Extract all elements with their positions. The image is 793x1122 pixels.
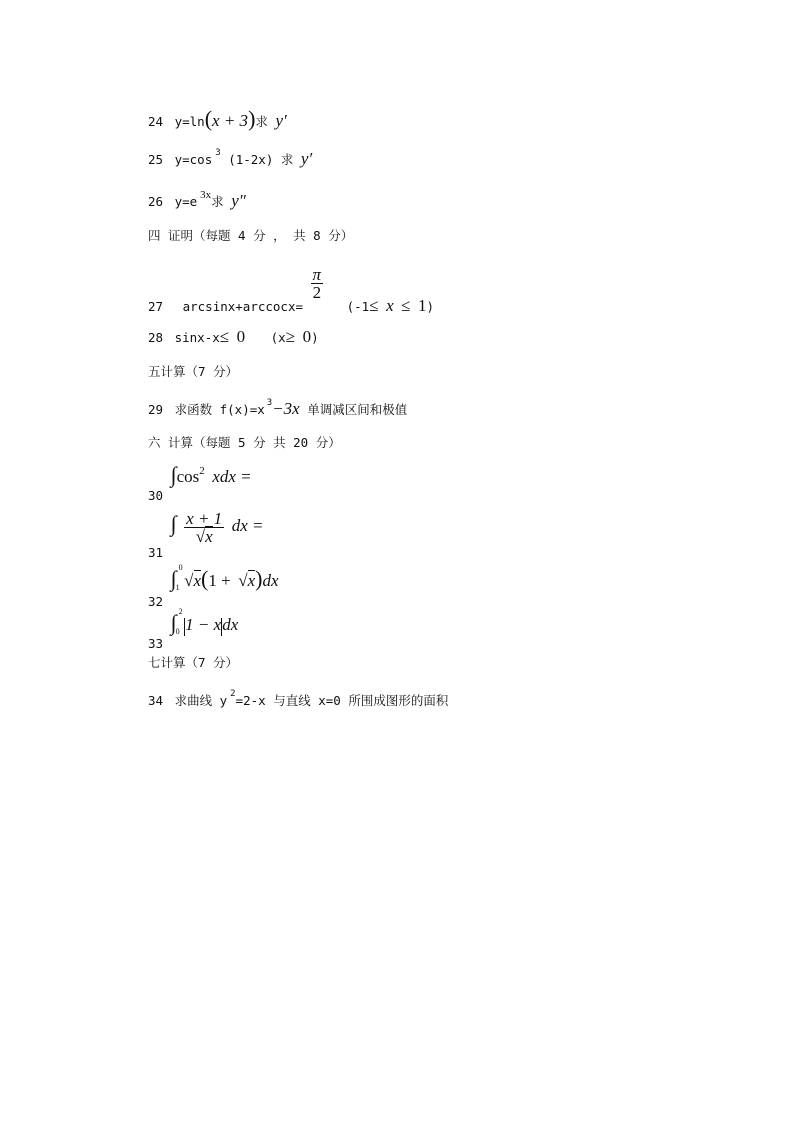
question-32 [148, 563, 279, 609]
lower-limit: 0 [175, 627, 180, 636]
condition [346, 296, 435, 315]
integral-sign: ∫ 0 1 [170, 563, 183, 592]
function-argument: (1-2x) [228, 152, 274, 167]
question-number: 32 [148, 594, 164, 609]
question-number: 24 [148, 114, 164, 129]
le-symbol: ≤ [219, 327, 230, 346]
question-34 [148, 689, 449, 708]
paren-close: ) [255, 566, 263, 591]
question-24 [148, 108, 287, 130]
question-25 [148, 150, 312, 167]
function-prefix: y=ln [174, 114, 205, 129]
condition-variable: x [386, 296, 394, 315]
upper-limit: 0 [178, 563, 183, 572]
question-number: 25 [148, 152, 164, 167]
paren-open: ( [201, 566, 209, 591]
question-text: 求函数 f(x)=x [174, 402, 265, 417]
condition-zero: 0 [302, 327, 312, 346]
absolute-expression: 1 − x [185, 615, 222, 634]
fraction-numerator: π [312, 265, 322, 284]
integral-sign: ∫ [170, 462, 177, 487]
question-30 [148, 462, 252, 503]
question-text: 求曲线 y [174, 693, 228, 708]
math-expression: x + 3 [212, 111, 249, 130]
section-heading-4: 四 证明（每题 4 分 ， 共 8 分） [148, 228, 354, 243]
question-number: 31 [148, 545, 164, 560]
derivative-target: y′ [300, 149, 313, 168]
le-symbol: ≤ [401, 296, 411, 315]
question-suffix: =2-x 与直线 x=0 所围成图形的面积 [235, 693, 449, 708]
condition-close: ) [311, 330, 319, 345]
exponent: 3 [215, 148, 221, 158]
sqrt-symbol: √ [195, 527, 206, 546]
one-plus: 1 + [208, 571, 231, 590]
question-number: 27 [148, 299, 164, 314]
section-heading-7: 七计算（7 分） [148, 655, 239, 670]
question-number: 26 [148, 194, 164, 209]
paren-open: ( [204, 106, 213, 131]
section-heading-6: 六 计算（每题 5 分 共 20 分） [148, 435, 341, 450]
exponent: 3x [200, 189, 212, 201]
sqrt-radicand: x [205, 527, 213, 546]
question-number: 34 [148, 693, 164, 708]
function-prefix: y=cos [174, 152, 213, 167]
integral-sign: ∫ [170, 511, 177, 536]
exponent: 2 [230, 689, 236, 699]
inequality-zero: 0 [236, 327, 246, 346]
condition-open: (-1 [346, 299, 370, 314]
exponent: 3 [266, 398, 273, 408]
question-26 [148, 189, 246, 210]
condition [270, 327, 319, 346]
condition-bound: 1 [418, 296, 427, 315]
question-29 [148, 400, 407, 417]
ask-label: 求 [211, 194, 224, 209]
integrand-rest: xdx = [212, 467, 252, 486]
integrand-rest: dx = [231, 516, 264, 535]
derivative-target: y′ [275, 111, 287, 130]
sqrt-radicand: x [247, 571, 256, 590]
pi-over-two-fraction [311, 266, 324, 301]
differential: dx [222, 615, 239, 634]
ask-label: 求 [280, 152, 294, 167]
integral-sign: ∫ 2 0 [170, 607, 183, 636]
question-suffix: 单调减区间和极值 [307, 402, 408, 417]
question-27 [148, 265, 435, 315]
math-term: −3x [272, 399, 300, 418]
integrand-function: cos [176, 467, 200, 486]
question-number: 30 [148, 488, 164, 503]
question-number: 29 [148, 402, 164, 417]
question-31 [148, 509, 264, 560]
function-prefix: y=e [174, 194, 198, 209]
exponent: 2 [199, 465, 205, 477]
sqrt-radicand: x [193, 571, 202, 590]
section-heading-5: 五计算（7 分） [148, 364, 239, 379]
fraction-numerator: x + 1 [186, 509, 223, 528]
condition-open: (x [270, 330, 286, 345]
sqrt-symbol: √ [184, 571, 194, 590]
lower-limit: 1 [175, 583, 180, 592]
question-33 [148, 607, 239, 651]
identity-expression: arcsinx+arccocx= [182, 299, 304, 314]
condition-close: ) [426, 299, 435, 314]
question-28 [148, 328, 319, 345]
inequality-expression: sinx-x [174, 330, 220, 345]
le-symbol: ≤ [369, 296, 379, 315]
paren-close: ) [248, 106, 256, 131]
derivative-target: y″ [231, 191, 246, 210]
differential: dx [262, 571, 279, 590]
fraction-denominator: 2 [312, 283, 322, 302]
sqrt-symbol: √ [238, 571, 248, 590]
integrand-fraction [184, 510, 224, 545]
question-number: 28 [148, 330, 164, 345]
ask-label: 求 [255, 114, 268, 129]
ge-symbol: ≥ [285, 327, 296, 346]
question-number: 33 [148, 636, 164, 651]
fraction-denominator [184, 528, 224, 545]
upper-limit: 2 [178, 607, 183, 616]
